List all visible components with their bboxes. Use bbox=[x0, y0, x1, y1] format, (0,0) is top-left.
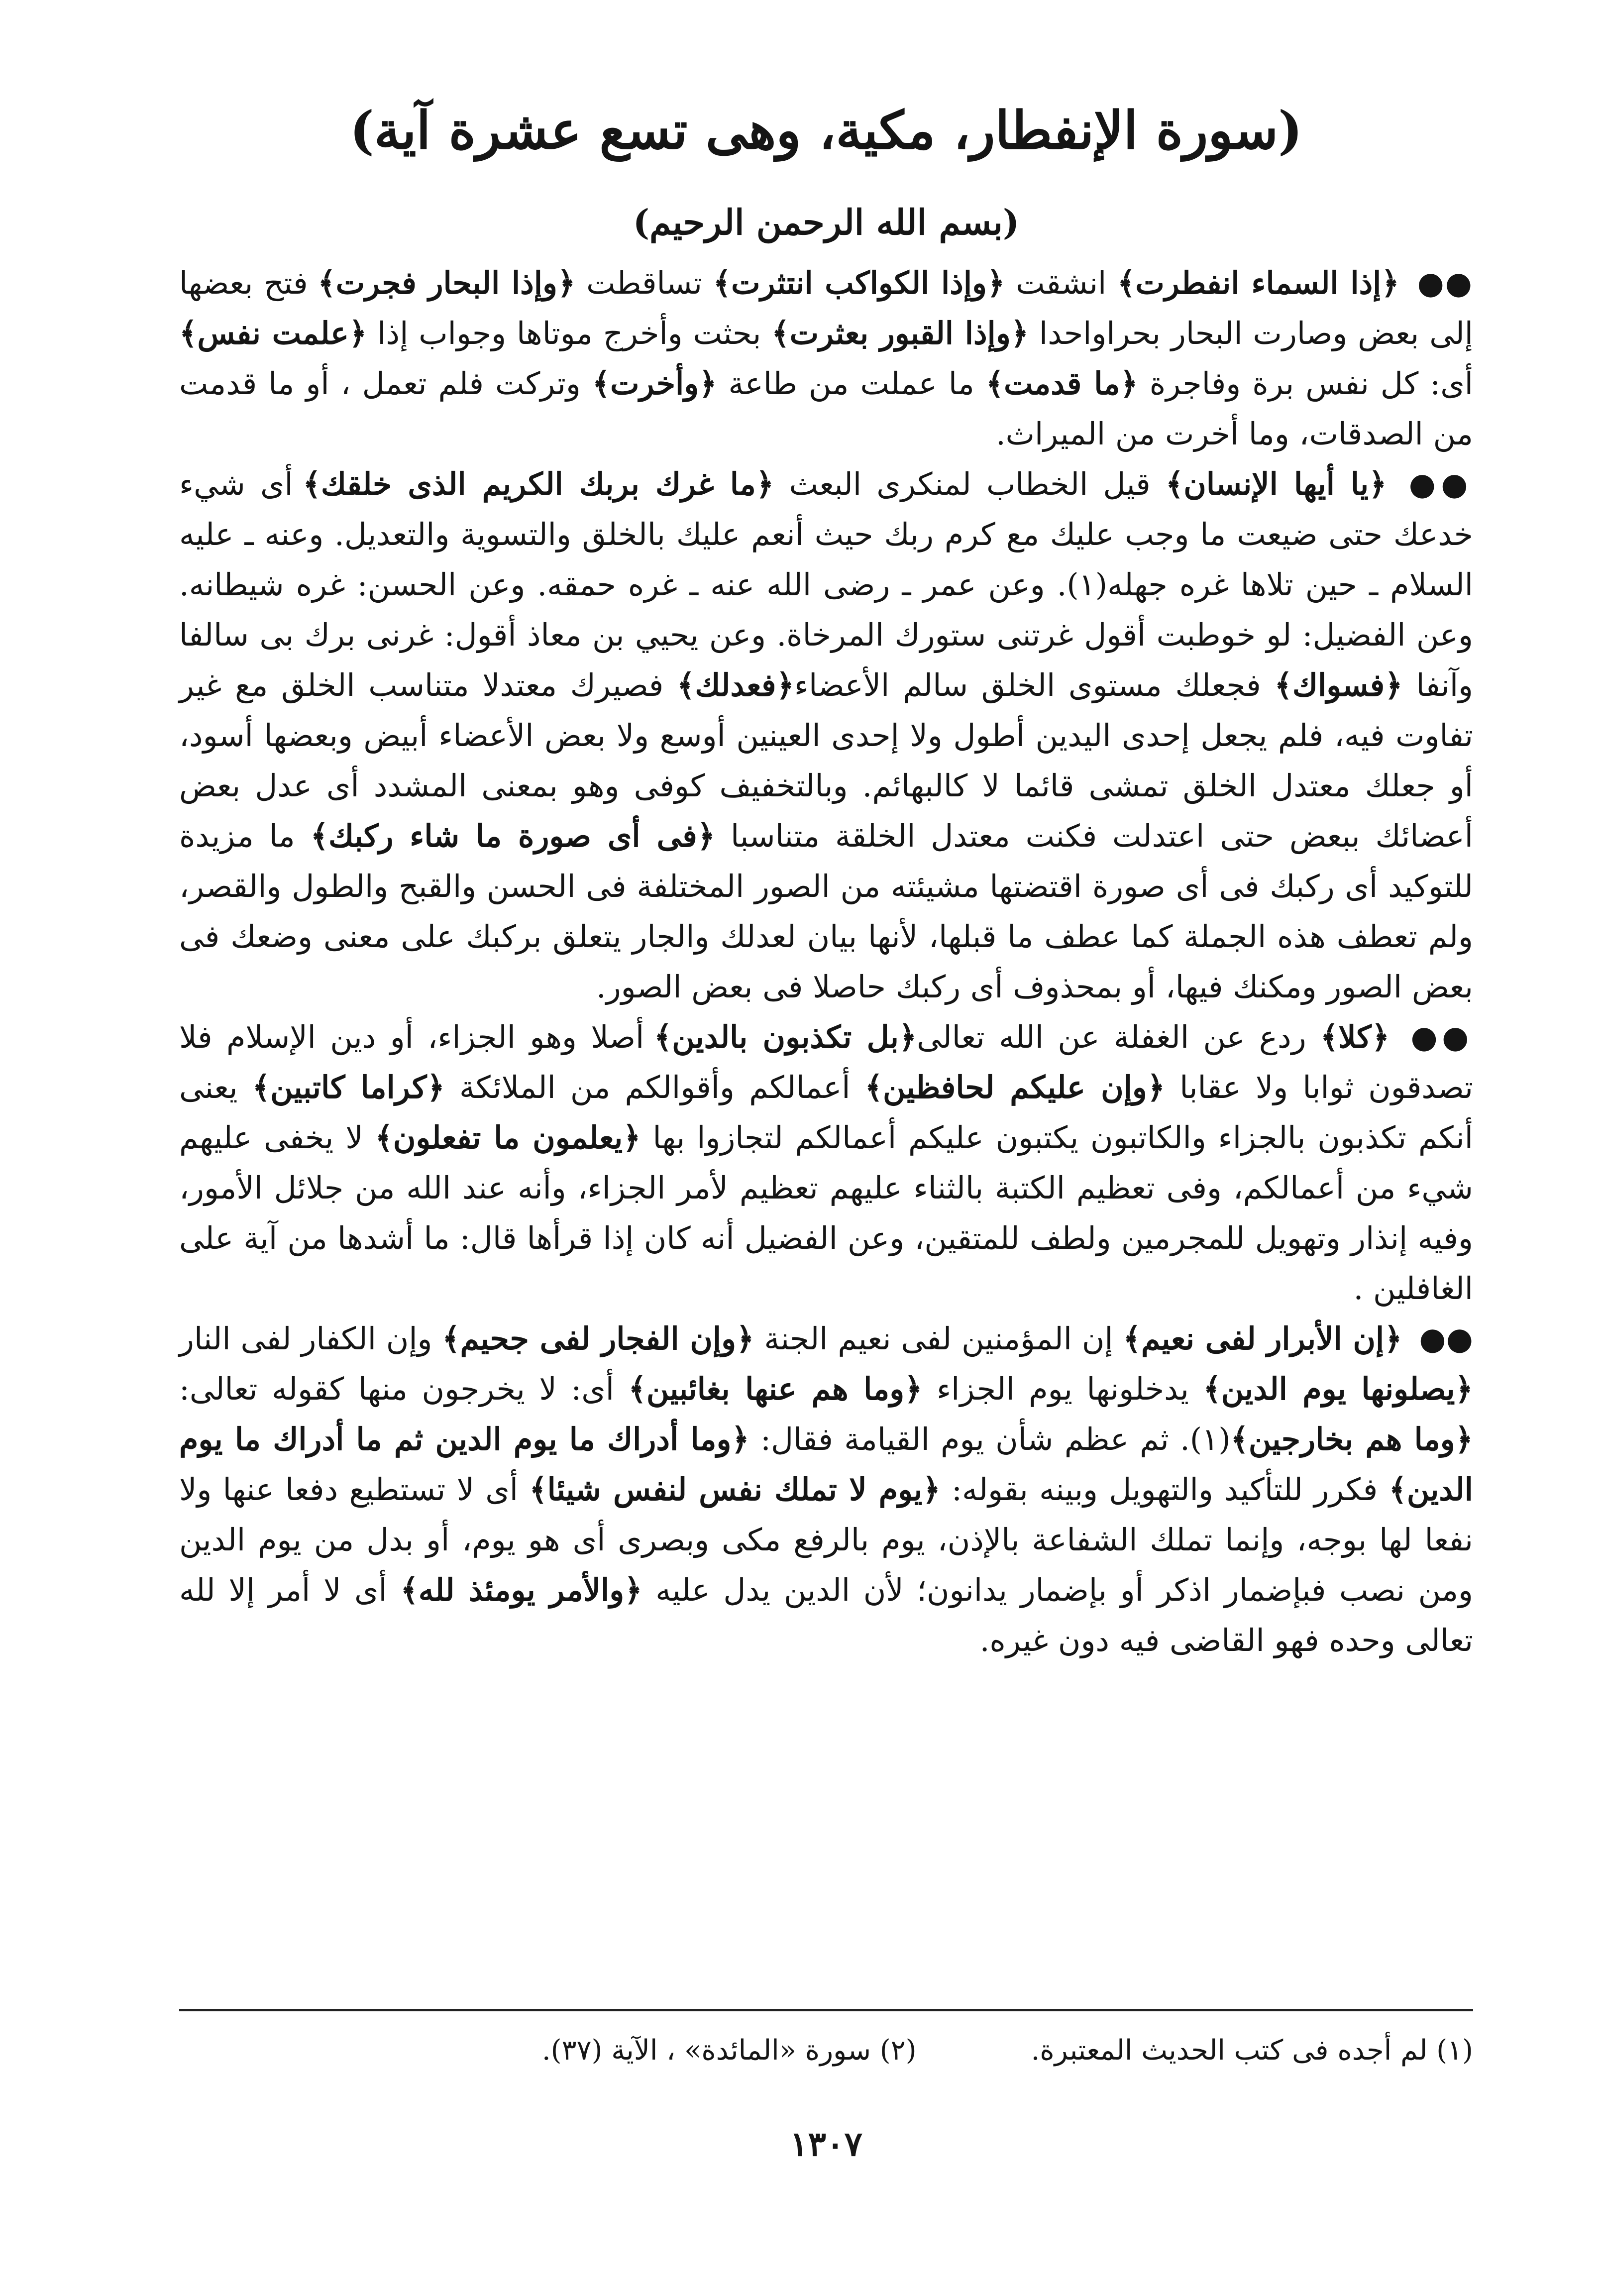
surah-title: (سورة الإنفطار، مكية، وهى تسع عشرة آية) bbox=[349, 100, 1303, 161]
commentary-paragraph bbox=[179, 1012, 1473, 1313]
paragraph-marker: ●● bbox=[1417, 264, 1473, 301]
page-number: ١٣٠٧ bbox=[789, 2124, 863, 2164]
commentary-text: ما مزيدة للتوكيد أى ركبك فى أى صورة اقتضتها مشيئته من الصور المختلفة فى الحسن والقبح والطول والقصر، ولم تعطف هذه الجملة كما عطف ما قبلها، لأنها بيان لعدلك والجار يتعلق بركبك على معنى وضعك فى بعض الصور ومكنك فيها، أو بمحذوف أى ركبك حاصلا فى بعض الصور. bbox=[179, 817, 1473, 1005]
quran-verse: ﴿بل تكذبون بالدين﴾ bbox=[653, 1018, 917, 1055]
quran-verse: ﴿كراما كاتبين﴾ bbox=[252, 1069, 445, 1105]
quran-verse: ﴿ما غرك بربك الكريم الذى خلقك﴾ bbox=[303, 465, 774, 502]
commentary-text: أى شيء خدعك حتى ضيعت ما وجب عليك مع كرم ربك حيث أنعم عليك بالخلق والتسوية والتعديل. وعنه ـ عليه السلام ـ حين تلاها غره جهله bbox=[179, 465, 1473, 603]
quran-verse: ﴿يا أيها الإنسان﴾ bbox=[1165, 465, 1387, 502]
commentary-paragraph bbox=[179, 1313, 1473, 1665]
quran-verse: ﴿وإن عليكم لحافظين﴾ bbox=[864, 1069, 1166, 1105]
quran-verse: ﴿وأخرت﴾ bbox=[592, 365, 717, 402]
quran-verse: ﴿فى أى صورة ما شاء ركبك﴾ bbox=[310, 817, 716, 854]
commentary-paragraph bbox=[179, 258, 1473, 459]
commentary-text: وتركت فلم تعمل ، أو ما قدمت من الصدقات، وما أخرت من الميراث. bbox=[179, 365, 1473, 452]
commentary-text: أى: لا يخرجون منها كقوله تعالى: bbox=[179, 1370, 629, 1407]
quran-verse: ﴿علمت نفس﴾ bbox=[179, 315, 367, 351]
quran-verse: ﴿كلا﴾ bbox=[1320, 1018, 1390, 1055]
quran-verse: ﴿ما قدمت﴾ bbox=[985, 365, 1138, 402]
quran-verse: ﴿والأمر يومئذ لله﴾ bbox=[400, 1571, 642, 1608]
commentary-text bbox=[1399, 265, 1410, 301]
quran-verse: ﴿يوم لا تملك نفس لنفس شيئا﴾ bbox=[529, 1471, 941, 1508]
quran-verse: ﴿إذا السماء انفطرت﴾ bbox=[1117, 264, 1399, 301]
quran-verse: ﴿وإذا البحار فجرت﴾ bbox=[318, 264, 576, 301]
commentary-text: انشقت bbox=[1005, 264, 1118, 301]
commentary-paragraph bbox=[179, 459, 1473, 1012]
paragraph-marker: ●● bbox=[1410, 1018, 1473, 1055]
paragraph-marker: ●● bbox=[1408, 465, 1473, 502]
commentary-text: أى: كل نفس برة وفاجرة bbox=[1138, 365, 1473, 402]
commentary-text: أعمالكم وأقوالكم من الملائكة bbox=[444, 1069, 865, 1105]
commentary-text: إن المؤمنين لفى نعيم الجنة bbox=[754, 1320, 1123, 1357]
paragraph-marker: ●● bbox=[1419, 1320, 1473, 1357]
quran-verse: ﴿إن الأبرار لفى نعيم﴾ bbox=[1123, 1320, 1402, 1357]
quran-verse: ﴿يصلونها يوم الدين﴾ bbox=[1203, 1370, 1473, 1407]
quran-verse: ﴿فسواك﴾ bbox=[1274, 666, 1403, 703]
commentary-text: ردع عن الغفلة عن الله تعالى bbox=[917, 1018, 1320, 1055]
commentary-text: ما عملت من طاعة bbox=[717, 365, 986, 402]
commentary-text: . وعن عمر ـ رضى الله عنه ـ غره حمقه. وعن الحسن: غره شيطانه. وعن الفضيل: لو خوطبت أقول غرتنى ستورك المرخاة. وعن يحيي بن معاذ أقول: غرنى برك بى سالفا وآنفا bbox=[179, 566, 1473, 703]
commentary-text: أصلا وهو الجزاء، أو دين الإسلام فلا تصدقون ثوابا ولا عقابا bbox=[179, 1018, 1473, 1105]
commentary-text: لا يخفى عليهم شيء من أعمالكم، وفى تعظيم الكتبة بالثناء عليهم تعظيم لأمر الجزاء، وأنه عند الله من جلائل الأمور، وفيه إنذار وتهويل للمجرمين ولطف للمتقين، وعن الفضيل أنه كان إذا قرأها قال: ما أشدها من آية على الغافلين . bbox=[179, 1119, 1473, 1307]
commentary-text bbox=[1402, 1320, 1412, 1357]
commentary-text: (١). ثم عظم شأن يوم القيامة فقال: bbox=[749, 1421, 1231, 1457]
quran-verse: ﴿يعلمون ما تفعلون﴾ bbox=[375, 1119, 641, 1156]
quran-verse: ﴿وإن الفجار لفى جحيم﴾ bbox=[442, 1320, 754, 1357]
commentary-text: يدخلونها يوم الجزاء bbox=[922, 1370, 1203, 1407]
commentary-text bbox=[1389, 1019, 1403, 1055]
footnotes bbox=[179, 2031, 1473, 2071]
commentary-text: بحثت وأخرج موتاها وجواب إذا bbox=[367, 315, 772, 351]
commentary-text: فصيرك معتدلا متناسب الخلق مع غير تفاوت فيه، فلم يجعل إحدى اليدين أطول ولا إحدى العينين أوسع ولا بعض الأعضاء أبيض وبعضها أسود، أو جعلك معتدل الخلق تمشى قائما لا كالبهائم. وبالتخفيف كوفى وهو بمعنى المشدد أى عدل بعض أعضائك ببعض حتى اعتدلت فكنت معتدل الخلقة متناسبا bbox=[179, 666, 1474, 854]
commentary-text: فكرر للتأكيد والتهويل وبينه بقوله: bbox=[940, 1471, 1389, 1508]
quran-verse: ﴿وإذا القبور بعثرت﴾ bbox=[771, 315, 1029, 351]
commentary-text: وإن الكفار لفى النار bbox=[179, 1320, 442, 1357]
commentary-text: أى لا أمر إلا لله تعالى وحده فهو القاضى فيه دون غيره. bbox=[179, 1571, 1473, 1658]
commentary-body bbox=[179, 258, 1473, 1665]
quran-verse: ﴿وما أدراك ما يوم الدين ثم ما أدراك ما يوم الدين﴾ bbox=[179, 1421, 1474, 1508]
quran-verse: ﴿وما هم بخارجين﴾ bbox=[1230, 1421, 1473, 1457]
quran-verse: ﴿وإذا الكواكب انتثرت﴾ bbox=[713, 264, 1005, 301]
commentary-text: (١) bbox=[1067, 566, 1108, 603]
commentary-text: تساقطت bbox=[575, 264, 713, 301]
basmala: (بسم الله الرحمن الرحيم) bbox=[633, 201, 1020, 243]
quran-verse: ﴿وما هم عنها بغائبين﴾ bbox=[628, 1370, 923, 1407]
book-page bbox=[179, 100, 1473, 2240]
commentary-text: يعنى أنكم تكذبون بالجزاء والكاتبون يكتبون عليكم أعمالكم لتجازوا بها bbox=[179, 1069, 1474, 1156]
commentary-text: قيل الخطاب لمنكرى البعث bbox=[774, 465, 1166, 502]
footnote-1: (١) لم أجده فى كتب الحديث المعتبرة. bbox=[1031, 2034, 1473, 2067]
footnote-divider bbox=[179, 2009, 1473, 2011]
commentary-text: أى لا تستطيع دفعا عنها ولا نفعا لها بوجه، وإنما تملك الشفاعة بالإذن، يوم بالرفع مكى وبصرى أى هو يوم، أو بدل من يوم الدين ومن نصب فبإضمار اذكر أو بإضمار يدانون؛ لأن الدين يدل عليه bbox=[179, 1471, 1473, 1608]
footnote-2: (٢) سورة «المائدة» ، الآية (٣٧). bbox=[541, 2034, 917, 2067]
commentary-text bbox=[1387, 466, 1402, 502]
quran-verse: ﴿فعدلك﴾ bbox=[677, 666, 794, 703]
commentary-text: فجعلك مستوى الخلق سالم الأعضاء bbox=[794, 666, 1275, 703]
commentary-text: فتح بعضها إلى بعض وصارت البحار بحراواحدا bbox=[179, 264, 1474, 351]
